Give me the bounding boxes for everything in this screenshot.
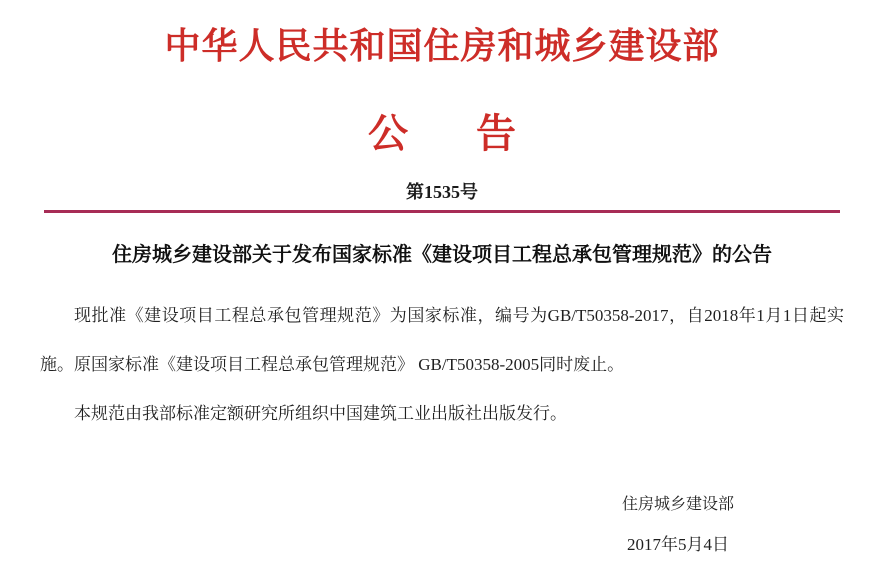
announcement-number: 第1535号 — [406, 182, 478, 202]
body-text — [0, 291, 884, 438]
signature: 住房城乡建设部 — [621, 496, 734, 513]
paragraph-publishing: 本规范由我部标准定额研究所组织中国建筑工业出版社出版发行。 — [74, 404, 567, 423]
ministry-title: 中华人民共和国住房和城乡建设部 — [164, 26, 720, 66]
subject-heading: 住房城乡建设部关于发布国家标准《建设项目工程总承包管理规范》的公告 — [112, 244, 772, 266]
red-divider — [44, 210, 840, 213]
announcement-title: 公 告 — [368, 111, 516, 156]
signature-date: 2017年5月4日 — [626, 535, 729, 554]
signature-block — [0, 494, 884, 556]
paragraph-approval: 现批准《建设项目工程总承包管理规范》为国家标准，编号为GB/T50358-2017，自2018年1月1日起实施。原国家标准《建设项目工程总承包管理规范》 GB/T50358-2005同时废止。 — [40, 306, 844, 374]
